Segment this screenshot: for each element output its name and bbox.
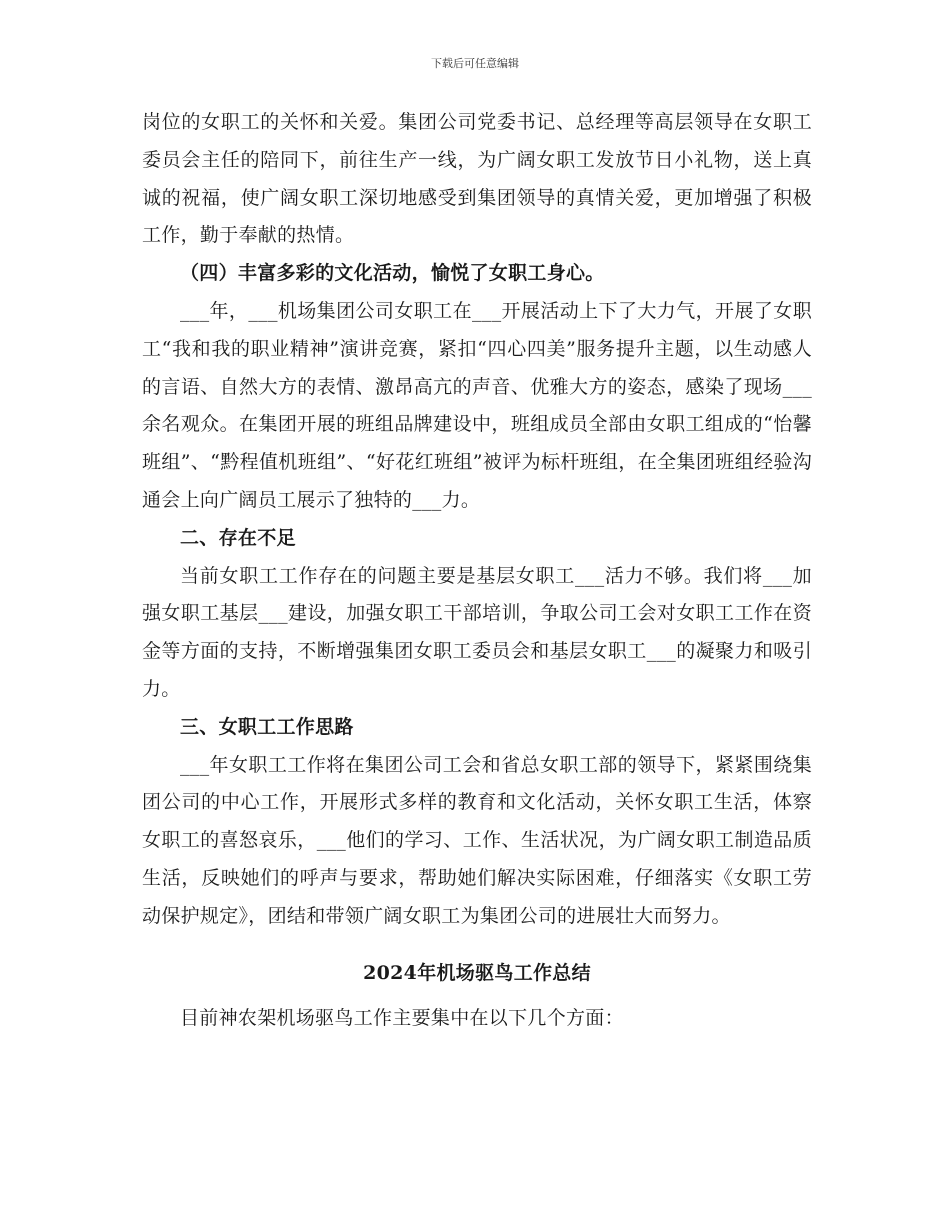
paragraph-culture: ___年，___机场集团公司女职工在___开展活动上下了大力气，开展了女职工“我和我的职业精神”演讲竞赛，紧扣“四心四美”服务提升主题，以生动感人的言语、自然大方的表情、激昂高亢的声音、优雅大方的姿态，感染了现场___余名观众。在集团开展的班组品牌建设中，班组成员全部由女职工组成的“怡馨班组”、“黔程值机班组”、“好花红班组”被评为标杆班组，在全集团班组经验沟通会上向广阔员工展示了独特的___力。 (142, 299, 812, 511)
paragraph-intro: 目前神农架机场驱鸟工作主要集中在以下几个方面： (180, 1007, 624, 1030)
page-header-note: 下载后可任意编辑 (431, 57, 519, 70)
paragraph-shortcomings: 当前女职工工作存在的问题主要是基层女职工___活力不够。我们将___加强女职工基层___建设，加强女职工干部培训，争取公司工会对女职工工作在资金等方面的支持，不断增强集团女职工委员会和基层女职工___的凝聚力和吸引力。 (142, 564, 812, 700)
paragraph-plan: ___年女职工工作将在集团公司工会和省总女职工部的领导下，紧紧围绕集团公司的中心工作，开展形式多样的教育和文化活动，关怀女职工生活，体察女职工的喜怒哀乐，___他们的学习、工作、生活状况，为广阔女职工制造品质生活，反映她们的呼声与要求，帮助她们解决实际困难，仔细落实《女职工劳动保护规定》，团结和带领广阔女职工为集团公司的进展壮大而努力。 (142, 753, 812, 927)
paragraph-care: 岗位的女职工的关怀和关爱。集团公司党委书记、总经理等高层领导在女职工委员会主任的陪同下，前往生产一线，为广阔女职工发放节日小礼物，送上真诚的祝福，使广阔女职工深切地感受到集团领导的真情关爱，更加增强了积极工作，勤于奉献的热情。 (142, 111, 812, 247)
document-body (142, 104, 812, 1038)
section-heading-culture: （四）丰富多彩的文化活动，愉悦了女职工身心。 (180, 262, 605, 285)
section-heading-plan: 三、女职工工作思路 (180, 715, 354, 738)
section-heading-shortcomings: 二、存在不足 (180, 526, 296, 549)
document-title: 2024年机场驱鸟工作总结 (363, 961, 591, 984)
